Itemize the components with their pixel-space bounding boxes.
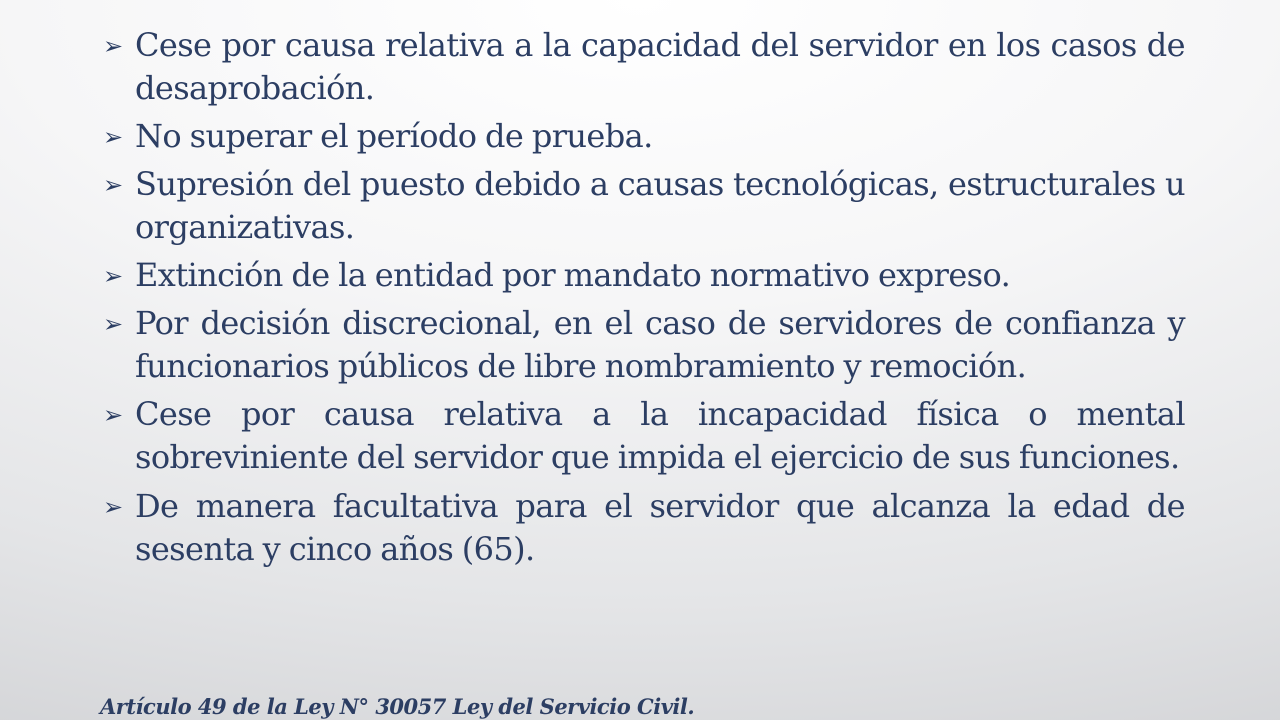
list-item bbox=[100, 24, 1185, 110]
list-item bbox=[100, 302, 1185, 388]
source-citation: Artículo 49 de la Ley N° 30057 Ley del Servicio Civil. bbox=[100, 694, 695, 719]
arrow-bullet-icon: ➢ bbox=[103, 171, 123, 199]
list-item bbox=[100, 163, 1185, 249]
list-item-text: Supresión del puesto debido a causas tecnológicas, estructurales u organizativas. bbox=[135, 165, 1185, 246]
arrow-bullet-icon: ➢ bbox=[103, 493, 123, 521]
list-item bbox=[100, 254, 1185, 297]
list-item-text: Cese por causa relativa a la incapacidad física o mental sobreviniente del servidor que impida el ejercicio de sus funciones. bbox=[135, 395, 1185, 476]
arrow-bullet-icon: ➢ bbox=[103, 310, 123, 338]
arrow-bullet-icon: ➢ bbox=[103, 401, 123, 429]
list-item bbox=[100, 485, 1185, 571]
bullet-list bbox=[100, 24, 1185, 576]
list-item bbox=[100, 115, 1185, 158]
arrow-bullet-icon: ➢ bbox=[103, 262, 123, 290]
list-item-text: Cese por causa relativa a la capacidad del servidor en los casos de desaprobación. bbox=[135, 26, 1185, 107]
list-item-text: Extinción de la entidad por mandato normativo expreso. bbox=[135, 256, 1011, 294]
list-item-text: Por decisión discrecional, en el caso de servidores de confianza y funcionarios públicos de libre nombramiento y remoción. bbox=[135, 304, 1185, 385]
list-item-text: De manera facultativa para el servidor que alcanza la edad de sesenta y cinco años (65). bbox=[135, 487, 1185, 568]
list-item-text: No superar el período de prueba. bbox=[135, 117, 653, 155]
arrow-bullet-icon: ➢ bbox=[103, 123, 123, 151]
arrow-bullet-icon: ➢ bbox=[103, 32, 123, 60]
list-item bbox=[100, 393, 1185, 479]
